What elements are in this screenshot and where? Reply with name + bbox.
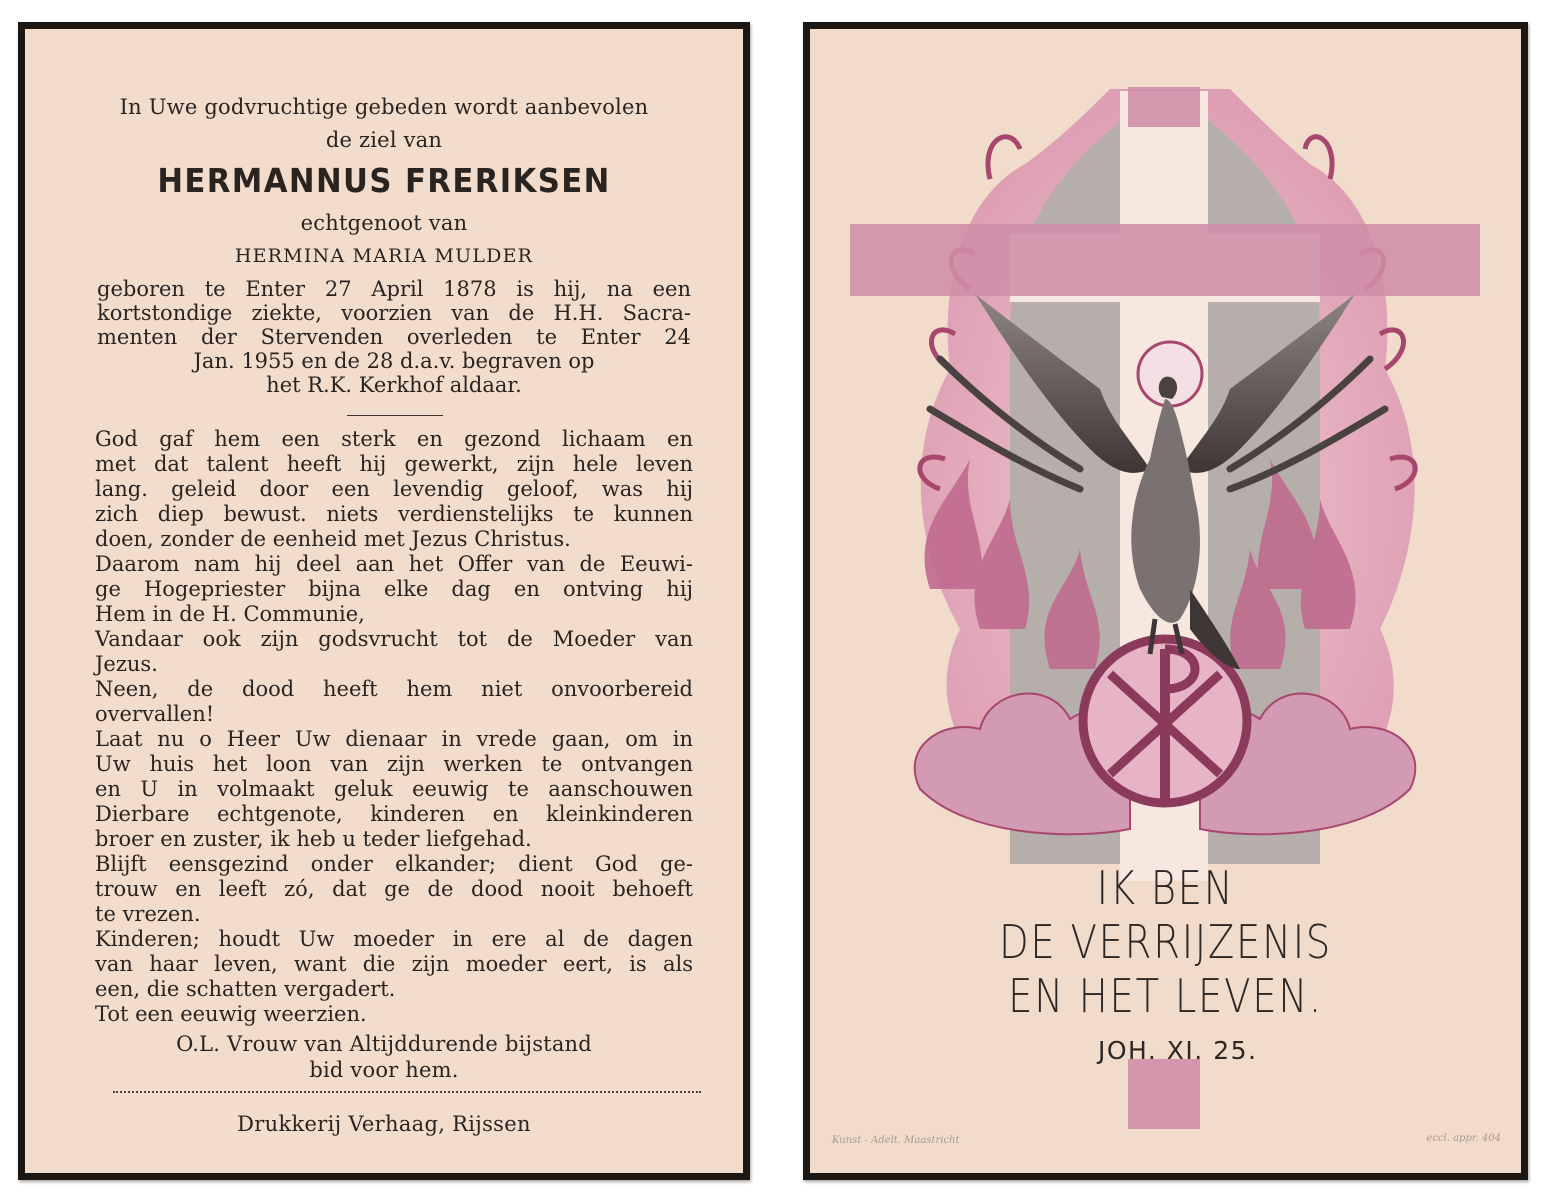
- motto-line-2: DE VERRIJZENIS: [998, 915, 1333, 969]
- spouse-name: HERMINA MARIA MULDER: [234, 245, 534, 267]
- body-line: en U in volmaakt geluk eeuwig te aanschouwen: [95, 777, 693, 801]
- section-separator: [347, 415, 443, 416]
- body-line: met dat talent heeft hij gewerkt, zijn hele leven: [95, 452, 693, 476]
- prayer-line-2: bid voor hem.: [309, 1058, 459, 1082]
- pink-cross-top: [1128, 87, 1200, 127]
- body-line: Neen, de dood heeft hem niet onvoorbereid: [95, 677, 693, 701]
- body-line: Hem in de H. Communie,: [95, 602, 365, 626]
- dotted-divider: [113, 1091, 701, 1093]
- body-line: doen, zonder de eenheid met Jezus Christus.: [95, 527, 571, 551]
- body-line: Tot een eeuwig weerzien.: [95, 1002, 367, 1026]
- artist-credit: Kunst - Adelt. Maastricht: [832, 1135, 960, 1146]
- pink-cross-foot: [1128, 1059, 1200, 1129]
- pink-cross-beam: [850, 224, 1480, 296]
- illustration-card: [803, 22, 1528, 1180]
- chi-rho-wheel: [1083, 639, 1247, 803]
- body-line: van haar leven, want die zijn moeder eert, is als: [95, 952, 693, 976]
- body-line: ge Hogepriester bijna elke dag en ontving hij: [95, 577, 693, 601]
- memorial-text-card: [18, 22, 750, 1180]
- body-line: Jezus.: [95, 652, 158, 676]
- motto-line-1: IK BEN: [1096, 861, 1235, 915]
- body-line: overvallen!: [95, 702, 215, 726]
- birth-line: Jan. 1955 en de 28 d.a.v. begraven op: [193, 349, 595, 373]
- intro-line-2: de ziel van: [325, 128, 443, 152]
- body-line: Daarom nam hij deel aan het Offer van de Eeuwi-: [95, 552, 693, 576]
- body-line: God gaf hem een sterk en gezond lichaam en: [95, 427, 693, 451]
- motto-line-3: EN HET LEVEN.: [1008, 969, 1323, 1023]
- body-line: zich diep bewust. niets verdienstelijks te kunnen: [95, 502, 693, 526]
- body-line: Uw huis het loon van zijn werken te ontvangen: [95, 752, 693, 776]
- body-line: Vandaar ook zijn godsvrucht tot de Moeder van: [95, 627, 693, 651]
- printer-credit: Drukkerij Verhaag, Rijssen: [237, 1112, 531, 1136]
- birth-line: het R.K. Kerkhof aldaar.: [266, 373, 522, 397]
- birth-line: menten der Stervenden overleden te Enter 24: [97, 325, 691, 349]
- deceased-name: HERMANNUS FRERIKSEN: [157, 161, 611, 200]
- body-line: Laat nu o Heer Uw dienaar in vrede gaan, om in: [95, 727, 693, 751]
- body-line: te vrezen.: [95, 902, 201, 926]
- prayer-line-1: O.L. Vrouw van Altijddurende bijstand: [176, 1032, 592, 1056]
- intro-line-1: In Uwe godvruchtige gebeden wordt aanbevolen: [119, 95, 649, 119]
- body-line: een, die schatten vergadert.: [95, 977, 396, 1001]
- body-line: Blijft eensgezind onder elkander; dient God ge-: [95, 852, 693, 876]
- body-line: Dierbare echtgenote, kinderen en kleinkinderen: [95, 802, 693, 826]
- scripture-reference: JOH. XI. 25.: [1098, 1036, 1258, 1065]
- birth-line: geboren te Enter 27 April 1878 is hij, na een: [97, 277, 691, 301]
- approval-note: eccl. appr. 404: [1426, 1133, 1501, 1144]
- spouse-label: echtgenoot van: [300, 211, 468, 235]
- body-line: trouw en leeft zó, dat ge de dood nooit behoeft: [95, 877, 693, 901]
- birth-line: kortstondige ziekte, voorzien van de H.H. Sacra-: [97, 301, 691, 325]
- body-line: lang. geleid door een levendig geloof, was hij: [95, 477, 693, 501]
- body-line: Kinderen; houdt Uw moeder in ere al de dagen: [95, 927, 693, 951]
- body-line: broer en zuster, ik heb u teder liefgehad.: [95, 827, 532, 851]
